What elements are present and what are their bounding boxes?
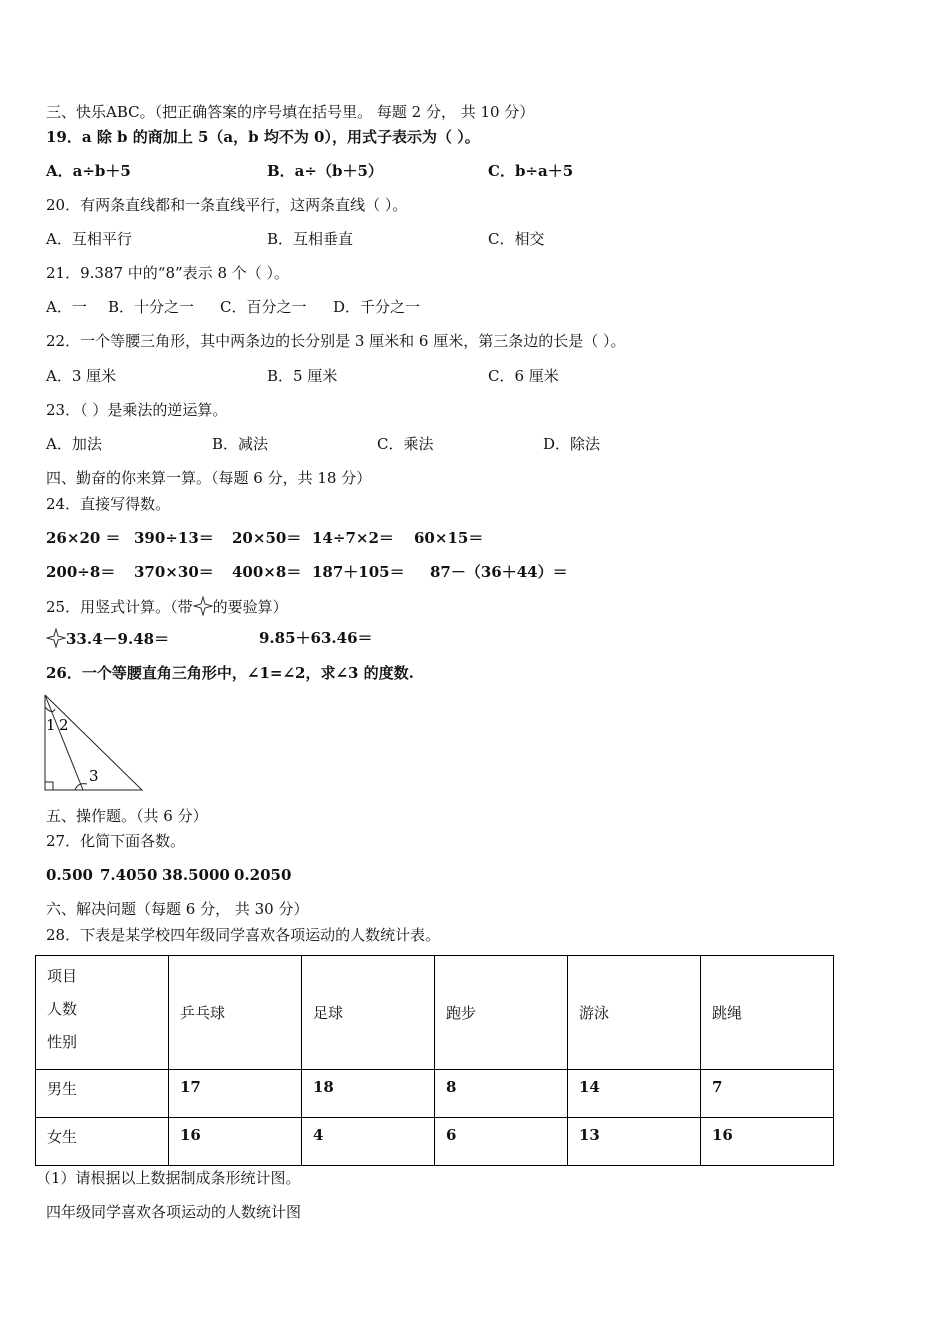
q22-option-c: C．6 厘米 xyxy=(488,367,559,385)
angle-label-1: 1 xyxy=(46,716,56,734)
q22-option-a: A．3 厘米 xyxy=(46,367,117,385)
table-cell: 6 xyxy=(435,1118,568,1166)
corner-label: 性别 xyxy=(47,1033,78,1051)
calc-item: 60×15＝ xyxy=(414,529,484,547)
table-cell: 16 xyxy=(169,1118,302,1166)
q23-option-c: C．乘法 xyxy=(377,435,434,453)
q26-stem: 26．一个等腰直角三角形中，∠1=∠2，求∠3 的度数. xyxy=(46,664,414,682)
q20-option-b: B．互相垂直 xyxy=(267,230,354,248)
q20-stem: 20．有两条直线都和一条直线平行，这两条直线（ ）。 xyxy=(46,196,408,214)
sports-table xyxy=(35,955,834,1166)
table-header-cell: 足球 xyxy=(302,956,435,1070)
section-6-title: 六、解决问题（每题 6 分， 共 30 分） xyxy=(46,900,309,918)
number-item: 0.2050 xyxy=(234,866,292,884)
table-cell: 16 xyxy=(701,1118,834,1166)
section-5-title: 五、操作题。（共 6 分） xyxy=(46,807,208,825)
corner-label: 项目 xyxy=(47,967,78,985)
table-cell: 14 xyxy=(568,1070,701,1118)
section-4-title: 四、勤奋的你来算一算。（每题 6 分，共 18 分） xyxy=(46,469,372,487)
q21-option-b: B．十分之一 xyxy=(108,298,195,316)
table-row xyxy=(36,1118,834,1166)
table-cell: 18 xyxy=(302,1070,435,1118)
table-header-cell: 游泳 xyxy=(568,956,701,1070)
q21-option-c: C．百分之一 xyxy=(220,298,307,316)
table-header-cell: 跑步 xyxy=(435,956,568,1070)
table-cell: 13 xyxy=(568,1118,701,1166)
q23-option-d: D．除法 xyxy=(543,435,601,453)
q19-stem: 19．a 除 b 的商加上 5（a，b 均不为 0），用式子表示为（ ）。 xyxy=(46,128,480,146)
q22-stem: 22．一个等腰三角形，其中两条边的长分别是 3 厘米和 6 厘米，第三条边的长是（ ）。 xyxy=(46,332,626,350)
calc-item: 20×50＝ xyxy=(232,529,302,547)
calc-item: 187＋105＝ xyxy=(312,563,405,581)
q19-option-b: B．a÷（b＋5） xyxy=(267,162,383,180)
table-corner-cell xyxy=(36,956,169,1070)
calc-item: 200÷8＝ xyxy=(46,563,116,581)
q23-option-a: A．加法 xyxy=(46,435,102,453)
table-row xyxy=(36,1070,834,1118)
table-cell: 8 xyxy=(435,1070,568,1118)
q19-option-a: A．a÷b＋5 xyxy=(46,162,131,180)
table-header-cell: 乒乓球 xyxy=(169,956,302,1070)
number-item: 7.4050 xyxy=(100,866,158,884)
q24-stem: 24．直接写得数。 xyxy=(46,495,171,513)
table-header-cell: 跳绳 xyxy=(701,956,834,1070)
triangle-diagram xyxy=(40,693,150,793)
table-cell: 17 xyxy=(169,1070,302,1118)
q25-stem xyxy=(46,596,288,617)
chart-title: 四年级同学喜欢各项运动的人数统计图 xyxy=(46,1203,302,1221)
table-row-label: 男生 xyxy=(36,1070,169,1118)
q20-option-c: C．相交 xyxy=(488,230,545,248)
corner-label: 人数 xyxy=(47,1000,78,1018)
q21-option-d: D．千分之一 xyxy=(333,298,421,316)
table-cell: 7 xyxy=(701,1070,834,1118)
q25-stem-part-b: 的要验算） xyxy=(212,598,288,616)
q25-stem-part-a: 25．用竖式计算。（带 xyxy=(46,598,193,616)
number-item: 38.5000 xyxy=(162,866,230,884)
q23-stem: 23．（ ）是乘法的逆运算。 xyxy=(46,401,228,419)
q22-option-b: B．5 厘米 xyxy=(267,367,338,385)
calc-item: 390÷13＝ xyxy=(134,529,214,547)
q25-item-1-text: 33.4－9.48＝ xyxy=(66,630,170,648)
q27-stem: 27．化简下面各数。 xyxy=(46,832,186,850)
q21-stem: 21．9.387 中的“8”表示 8 个（ ）。 xyxy=(46,264,290,282)
q21-option-a: A．一 xyxy=(46,298,87,316)
calc-item: 370×30＝ xyxy=(134,563,214,581)
star-icon xyxy=(193,596,213,616)
table-row-label: 女生 xyxy=(36,1118,169,1166)
section-3-title: 三、快乐ABC。（把正确答案的序号填在括号里。 每题 2 分， 共 10 分） xyxy=(46,103,535,121)
table-header-row xyxy=(36,956,834,1070)
q23-option-b: B．减法 xyxy=(212,435,269,453)
calc-item: 14÷7×2＝ xyxy=(312,529,394,547)
table-cell: 4 xyxy=(302,1118,435,1166)
q25-item-1 xyxy=(46,628,169,649)
q20-option-a: A．互相平行 xyxy=(46,230,132,248)
calc-item: 87－（36＋44）＝ xyxy=(430,563,568,581)
q28-stem: 28．下表是某学校四年级同学喜欢各项运动的人数统计表。 xyxy=(46,926,441,944)
q19-option-c: C．b÷a＋5 xyxy=(488,162,574,180)
star-icon xyxy=(46,628,66,648)
angle-label-2: 2 xyxy=(59,716,69,734)
angle-label-3: 3 xyxy=(89,767,99,785)
calc-item: 400×8＝ xyxy=(232,563,302,581)
q25-item-2: 9.85＋63.46＝ xyxy=(259,629,373,647)
calc-item: 26×20 ＝ xyxy=(46,529,121,547)
number-item: 0.500 xyxy=(46,866,93,884)
q28-sub1: （1）请根据以上数据制成条形统计图。 xyxy=(36,1169,301,1187)
